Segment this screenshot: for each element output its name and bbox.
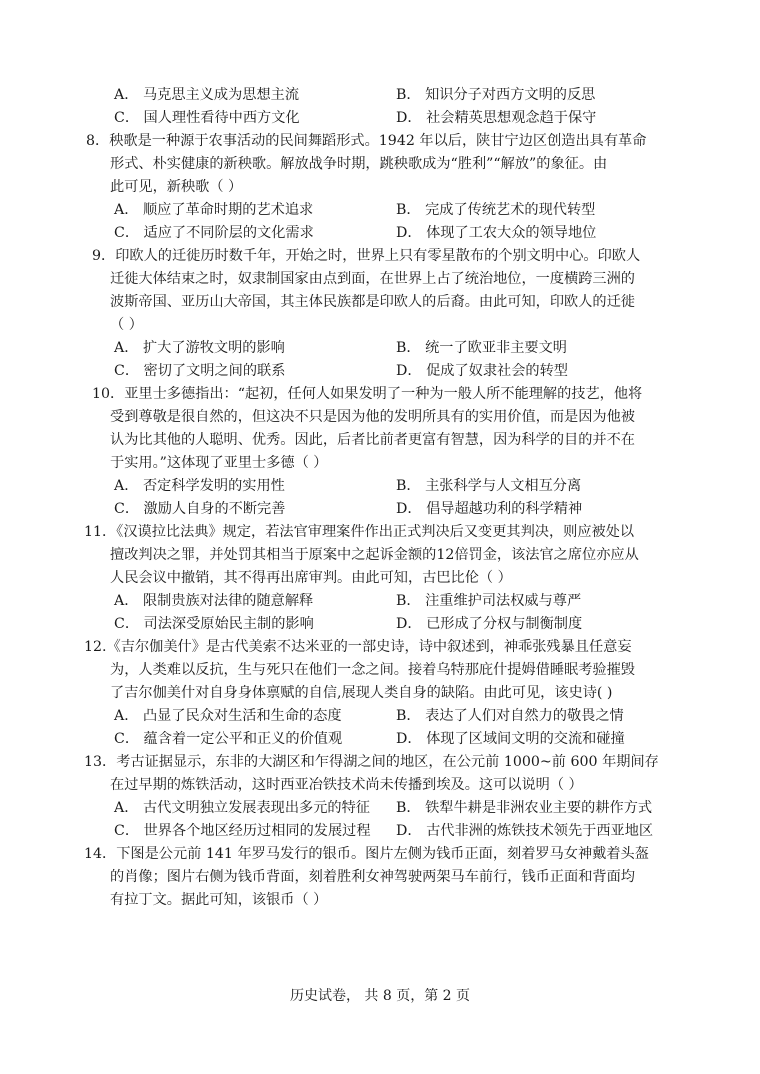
q11-option-d: D． 已形成了分权与制衡制度 (396, 616, 583, 632)
q10-option-d: D． 倡导超越功利的科学精神 (396, 501, 583, 517)
q11-option-a: A． 限制贵族对法律的随意解释 (114, 593, 314, 609)
page-footer: 历史试卷， 共 8 页，第 2 页 (289, 988, 471, 1004)
q8-stem-line-3: 此可见，新秧歌（ ） (110, 179, 243, 195)
q9-stem-line-1: 9．印欧人的迁徙历时数千年，开始之时，世界上只有零星散布的个别文明中心。印欧人 (92, 248, 641, 264)
q13-option-c: C． 世界各个地区经历过相同的发展过程 (114, 823, 371, 839)
q9-option-c: C． 密切了文明之间的联系 (114, 363, 286, 379)
q9-stem-line-2: 迁徙大体结束之时，奴隶制国家由点到面，在世界上占了统治地位，一度横跨三洲的 (110, 271, 635, 287)
q13-option-b: B． 铁犁牛耕是非洲农业主要的耕作方式 (396, 800, 653, 816)
q10-stem-line-1: 10．亚里士多德指出：“起初，任何人如果发明了一种为一般人所不能理解的技艺，他将 (92, 386, 643, 402)
q12-stem-line-1: 12.《吉尔伽美什》是古代美索不达米亚的一部史诗，诗中叙述到，神乖张残暴且任意妄 (84, 639, 632, 655)
q9-stem-line-4: （ ） (110, 317, 143, 333)
q8-option-d: D． 体现了工农大众的领导地位 (396, 225, 597, 241)
q11-stem-line-2: 擅改判决之罪，并处罚其相当于原案中之起诉金额的12倍罚金，该法官之席位亦应从 (110, 547, 639, 563)
q12-option-c: C． 蕴含着一定公平和正义的价值观 (114, 731, 343, 747)
q10-option-b: B． 主张科学与人文相互分离 (396, 478, 582, 494)
q12-option-a: A． 凸显了民众对生活和生命的态度 (114, 708, 342, 724)
q14-stem-line-1: 14．下图是公元前 141 年罗马发行的银币。图片左侧为钱币正面，刻着罗马女神戴着头盔 (84, 846, 649, 862)
q8-option-a: A． 顺应了革命时期的艺术追求 (114, 202, 314, 218)
q9-option-b: B． 统一了欧亚非主要文明 (396, 340, 567, 356)
q11-option-c: C． 司法深受原始民主制的影响 (114, 616, 314, 632)
q9-option-a: A． 扩大了游牧文明的影响 (114, 340, 285, 356)
q13-stem-line-1: 13．考古证据显示，东非的大湖区和乍得湖之间的地区，在公元前 1000~前 600 年期间存 (84, 754, 659, 770)
q14-stem-line-2: 的肖像；图片右侧为钱币背面，刻着胜利女神驾驶两架马车前行，钱币正面和背面均 (110, 869, 635, 885)
q11-option-b: B． 注重维护司法权威与尊严 (396, 593, 582, 609)
q13-option-a: A． 古代文明独立发展表现出多元的特征 (114, 800, 370, 816)
q10-stem-line-2: 受到尊敬是很自然的，但这决不只是因为他的发明所具有的实用价值，而是因为他被 (110, 409, 635, 425)
q12-stem-line-3: 了吉尔伽美什对自身身体禀赋的自信,展现人类自身的缺陷。由此可见，该史诗( ) (110, 685, 613, 701)
q9-option-d: D． 促成了奴隶社会的转型 (396, 363, 568, 379)
q13-option-d: D． 古代非洲的炼铁技术领先于西亚地区 (396, 823, 654, 839)
q8-option-b: B． 完成了传统艺术的现代转型 (396, 202, 596, 218)
q7-option-c: C． 国人理性看待中西方文化 (114, 110, 300, 126)
q7-option-a: A． 马克思主义成为思想主流 (114, 87, 300, 103)
q13-stem-line-2: 在过早期的炼铁活动，这时西亚冶铁技术尚未传播到埃及。这可以说明（ ） (110, 777, 583, 793)
q10-option-c: C． 激励人自身的不断完善 (114, 501, 286, 517)
q9-stem-line-3: 波斯帝国、亚历山大帝国，其主体民族都是印欧人的后裔。由此可知，印欧人的迁徙 (110, 294, 635, 310)
q8-stem-line-2: 形式、朴实健康的新秧歌。解放战争时期，跳秧歌成为“胜利”“解放”的象征。由 (110, 156, 608, 172)
q10-option-a: A． 否定科学发明的实用性 (114, 478, 285, 494)
q8-stem-line-1: 8．秧歌是一种源于农事活动的民间舞蹈形式。1942 年以后，陕甘宁边区创造出具有革命 (86, 133, 647, 149)
q12-option-b: B． 表达了人们对自然力的敬畏之情 (396, 708, 624, 724)
q10-stem-line-4: 于实用。”这体现了亚里士多德（ ） (110, 455, 328, 471)
q14-stem-line-3: 有拉丁文。据此可知，该银币（ ） (110, 892, 328, 908)
q11-stem-line-3: 人民会议中撤销，其不得再出席审判。由此可知，古巴比伦（ ） (110, 570, 512, 586)
q7-option-d: D． 社会精英思想观念趋于保守 (396, 110, 597, 126)
q8-option-c: C． 适应了不同阶层的文化需求 (114, 225, 314, 241)
q11-stem-line-1: 11．《汉谟拉比法典》规定，若法官审理案件作出正式判决后又变更其判决，则应被处以 (84, 524, 635, 540)
q12-stem-line-2: 为，人类难以反抗，生与死只在他们一念之间。接着乌特那庇什提姆借睡眠考验摧毁 (110, 662, 635, 678)
q12-option-d: D． 体现了区域间文明的交流和碰撞 (396, 731, 625, 747)
q10-stem-line-3: 认为比其他的人聪明、优秀。因此，后者比前者更富有智慧，因为科学的目的并不在 (110, 432, 635, 448)
q7-option-b: B． 知识分子对西方文明的反思 (396, 87, 596, 103)
